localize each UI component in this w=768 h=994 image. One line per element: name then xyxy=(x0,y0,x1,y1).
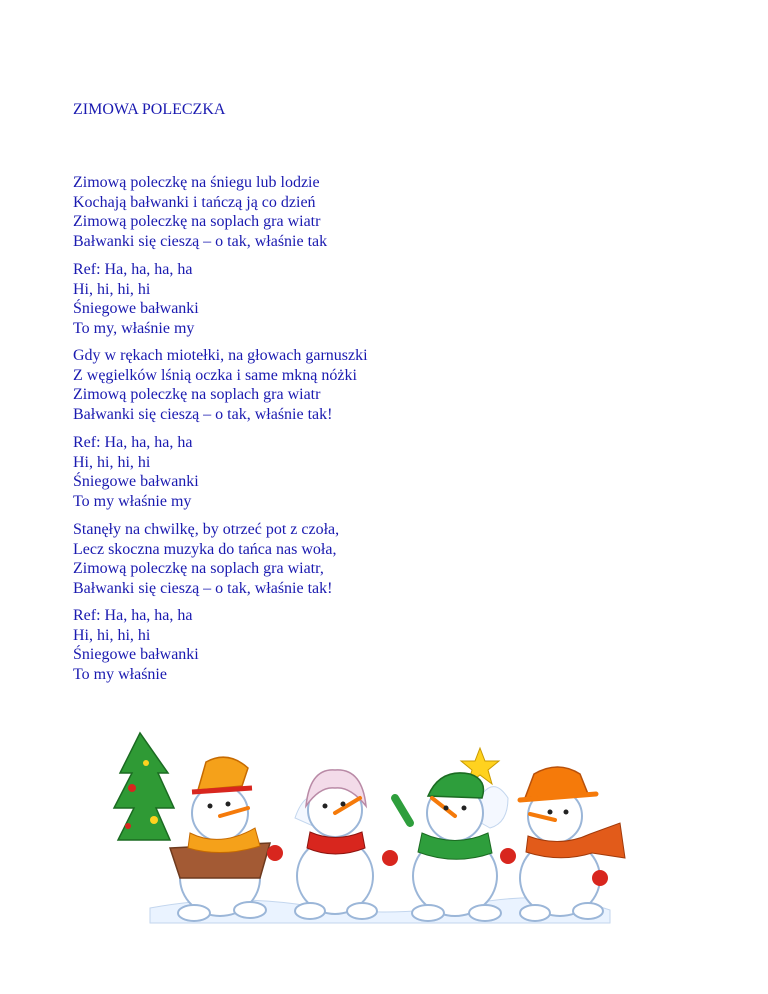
document-title: ZIMOWA POLECZKA xyxy=(73,101,226,118)
snowman-2 xyxy=(295,770,377,919)
lyric-line: Gdy w rękach miotełki, na głowach garnuszki xyxy=(73,347,368,364)
lyric-line: Ref: Ha, ha, ha, ha xyxy=(73,261,193,278)
lyric-line: Z węgielków lśnią oczka i same mkną nóżki xyxy=(73,366,357,384)
lyric-line: Ref: Ha, ha, ha, ha xyxy=(73,434,193,451)
dancing-snowmen-illustration xyxy=(110,728,630,928)
lyric-line: To my, właśnie my xyxy=(73,319,195,337)
stanza-4-refrain xyxy=(73,433,199,511)
snowman-1 xyxy=(170,757,270,921)
mitten-icon xyxy=(592,870,608,886)
lyric-line: Bałwanki się cieszą – o tak, właśnie tak! xyxy=(73,579,333,597)
lyric-line: Hi, hi, hi, hi xyxy=(73,626,151,644)
lyric-line: Kochają bałwanki i tańczą ją co dzień xyxy=(73,193,316,211)
lyric-line: Bałwanki się cieszą – o tak, właśnie tak! xyxy=(73,405,333,423)
lyric-line: Ref: Ha, ha, ha, ha xyxy=(73,607,193,624)
lyric-line: Zimową poleczkę na soplach gra wiatr, xyxy=(73,560,324,577)
lyric-line: Zimową poleczkę na soplach gra wiatr xyxy=(73,213,321,230)
stanza-5 xyxy=(73,520,339,598)
mitten-icon xyxy=(500,848,516,864)
lyric-line: To my właśnie my xyxy=(73,492,192,510)
lyric-line: Stanęły na chwilkę, by otrzeć pot z czoła, xyxy=(73,521,340,538)
stanza-2-refrain xyxy=(73,260,199,338)
stanza-3 xyxy=(73,346,368,424)
christmas-tree-icon xyxy=(114,733,174,840)
lyric-line: Hi, hi, hi, hi xyxy=(73,453,151,471)
snowman-3 xyxy=(395,748,501,921)
mitten-icon xyxy=(382,850,398,866)
lyric-line: Zimową poleczkę na soplach gra wiatr xyxy=(73,386,321,403)
mitten-icon xyxy=(267,845,283,861)
lyric-line: To my właśnie xyxy=(73,665,167,683)
stanza-1 xyxy=(73,173,327,251)
lyric-line: Hi, hi, hi, hi xyxy=(73,280,151,298)
lyric-line: Lecz skoczna muzyka do tańca nas woła, xyxy=(73,540,337,558)
lyric-line: Śniegowe bałwanki xyxy=(73,473,199,490)
lyric-line: Zimową poleczkę na śniegu lub lodzie xyxy=(73,174,320,191)
lyric-line: Bałwanki się cieszą – o tak, właśnie tak xyxy=(73,232,328,250)
lyric-line: Śniegowe bałwanki xyxy=(73,646,199,663)
snowman-4 xyxy=(520,767,625,921)
lyric-line: Śniegowe bałwanki xyxy=(73,300,199,317)
stanza-6-refrain xyxy=(73,606,199,684)
